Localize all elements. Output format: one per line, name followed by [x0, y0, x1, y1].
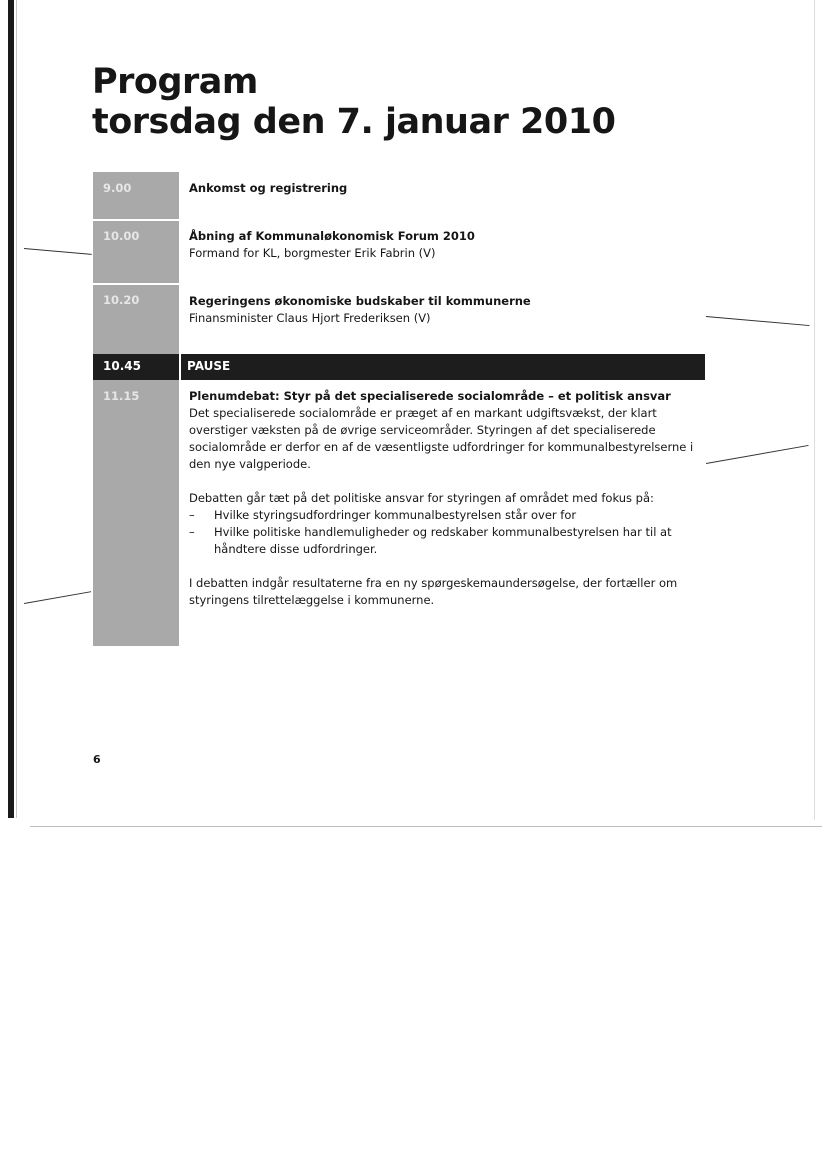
scan-edge-left: [8, 0, 14, 818]
page-title: [92, 62, 615, 142]
item-heading: Åbning af Kommunaløkonomisk Forum 2010: [189, 229, 475, 243]
pause-separator: [179, 354, 181, 380]
time-column: [93, 172, 179, 646]
pause-bar: [93, 354, 705, 380]
margin-mark: [24, 591, 91, 604]
page-bottom-edge: [30, 826, 822, 827]
debate-section: [189, 388, 701, 609]
schedule-item: [189, 293, 531, 327]
bullet-item: – Hvilke styringsudfordringer kommunalbestyrelsen står over for: [189, 507, 701, 524]
time-11-15: 11.15: [103, 389, 140, 403]
debate-paragraph-2: Debatten går tæt på det politiske ansvar for styringen af området med fokus på:: [189, 491, 654, 505]
debate-heading: Plenumdebat: Styr på det specialiserede socialområde – et politisk ansvar: [189, 389, 671, 403]
page-number: 6: [93, 753, 101, 766]
margin-mark: [24, 248, 92, 255]
item-speaker: Finansminister Claus Hjort Frederiksen (V): [189, 311, 431, 325]
scan-edge-right: [814, 0, 815, 820]
scan-edge-left-faint: [16, 0, 17, 818]
time-10-20: 10.20: [103, 293, 140, 307]
item-speaker: Formand for KL, borgmester Erik Fabrin (V): [189, 246, 436, 260]
time-10-45: 10.45: [103, 359, 141, 373]
debate-paragraph-3: I debatten indgår resultaterne fra en ny spørgeskemaundersøgelse, der fortæller om styringens tilrettelæggelse i kommunerne.: [189, 576, 678, 607]
time-divider: [93, 219, 179, 221]
time-10-00: 10.00: [103, 229, 140, 243]
debate-bullet-list: [189, 507, 701, 558]
item-heading: Regeringens økonomiske budskaber til kommunerne: [189, 294, 531, 308]
title-line-2: torsdag den 7. januar 2010: [92, 102, 616, 142]
title-line-1: Program: [92, 62, 258, 102]
schedule-item: [189, 228, 475, 262]
debate-paragraph-1: Det specialiserede socialområde er præget af en markant udgiftsvækst, der klart overstiger væksten på de øvrige serviceområder. Styringen af det specialiserede socialområde er derfor en af de væsentligste udfordringer for kommunalbestyrelserne i den nye valgperiode.: [189, 406, 694, 471]
item-heading: Ankomst og registrering: [189, 181, 348, 195]
time-9-00: 9.00: [103, 181, 132, 195]
time-divider: [93, 283, 179, 285]
margin-mark: [706, 445, 809, 464]
schedule-item: [189, 180, 347, 197]
margin-mark: [706, 316, 810, 326]
bullet-item: – Hvilke politiske handlemuligheder og redskaber kommunalbestyrelsen har til at håndtere disse udfordringer.: [189, 524, 701, 558]
pause-label: PAUSE: [187, 359, 231, 373]
